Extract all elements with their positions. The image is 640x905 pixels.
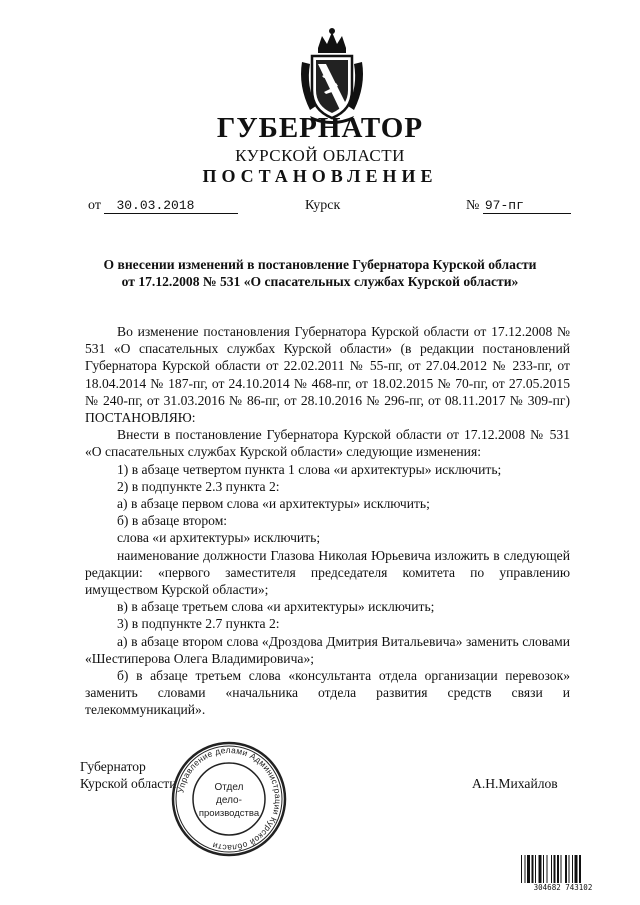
- body-paragraph: в) в абзаце третьем слова «и архитектуры» исключить;: [117, 599, 435, 615]
- body-paragraph: б) в абзаце третьем слова «консультанта отдела организации перевозок» заменить словами «начальника отдела развития средств связи и телекоммуникаций».: [85, 668, 570, 718]
- date-value: 30.03.2018: [104, 199, 238, 214]
- document-subject: [60, 256, 580, 290]
- document-title: ГУБЕРНАТОР: [216, 112, 424, 144]
- date-field: [88, 198, 238, 214]
- region-title: КУРСКОЙ ОБЛАСТИ: [235, 146, 405, 165]
- barcode-number: 304682 743102: [518, 883, 608, 892]
- number-field: [466, 198, 571, 214]
- stamp-center-line-1: Отдел: [214, 782, 244, 793]
- signatory-position: [80, 758, 177, 792]
- body-paragraph: наименование должности Глазова Николая Юрьевича изложить в следующей редакции: «первого заместителя председателя комитета по управлению имуществом Курской области»;: [85, 547, 570, 598]
- body-paragraph: слова «и архитектуры» исключить;: [117, 530, 321, 546]
- body-paragraph: а) в абзаце первом слова «и архитектуры» исключить;: [117, 496, 430, 512]
- subject-line-2: от 17.12.2008 № 531 «О спасательных службах Курской области»: [121, 274, 519, 289]
- stamp-center-line-3: производства: [198, 808, 260, 819]
- body-paragraph: Внести в постановление Губернатора Курской области от 17.12.2008 № 531 «О спасательных службах Курской области» следующие изменения:: [85, 427, 570, 460]
- body-paragraph: б) в абзаце втором:: [117, 513, 228, 529]
- office-stamp: [170, 740, 288, 858]
- document-type: ПОСТАНОВЛЕНИЕ: [202, 166, 438, 186]
- subject-line-1: О внесении изменений в постановление Губернатора Курской области: [103, 257, 537, 272]
- number-prefix: №: [466, 198, 480, 213]
- body-paragraph: а) в абзаце втором слова «Дроздова Дмитрия Витальевича» заменить словами «Шестиперова Олега Владимировича»;: [85, 633, 570, 666]
- number-value: 97-пг: [483, 199, 571, 214]
- document-body: [85, 323, 570, 719]
- signatory-name: А.Н.Михайлов: [472, 776, 558, 791]
- body-paragraph: Во изменение постановления Губернатора Курской области от 17.12.2008 № 531 «О спасательных службах Курской области» (в редакции постановлений Губернатора Курской области от 22.02.2011 № 55-пг, от 27.04.2012 № 233-пг, от 18.04.2014 № 187-пг, от 24.10.2014 № 468-пг, от 18.02.2015 № 70-пг, от 27.05.2015 № 240-пг, от 31.03.2016 № 86-пг, от 28.10.2016 № 296-пг, от 08.11.2017 № 309-пг) ПОСТАНОВЛЯЮ:: [85, 324, 570, 426]
- date-prefix: от: [88, 198, 101, 213]
- city-label: Курск: [305, 198, 341, 213]
- body-paragraph: 3) в подпункте 2.7 пункта 2:: [117, 616, 280, 632]
- stamp-outer-text: Управление делами Администрации Курской области: [175, 744, 284, 854]
- body-paragraph: 1) в абзаце четвертом пункта 1 слова «и архитектуры» исключить;: [117, 461, 502, 477]
- stamp-center-line-2: дело-: [216, 795, 242, 806]
- position-line-2: Курской области: [80, 776, 177, 791]
- coat-of-arms-icon: [296, 26, 368, 124]
- body-paragraph: 2) в подпункте 2.3 пункта 2:: [117, 478, 280, 494]
- position-line-1: Губернатор: [80, 759, 146, 774]
